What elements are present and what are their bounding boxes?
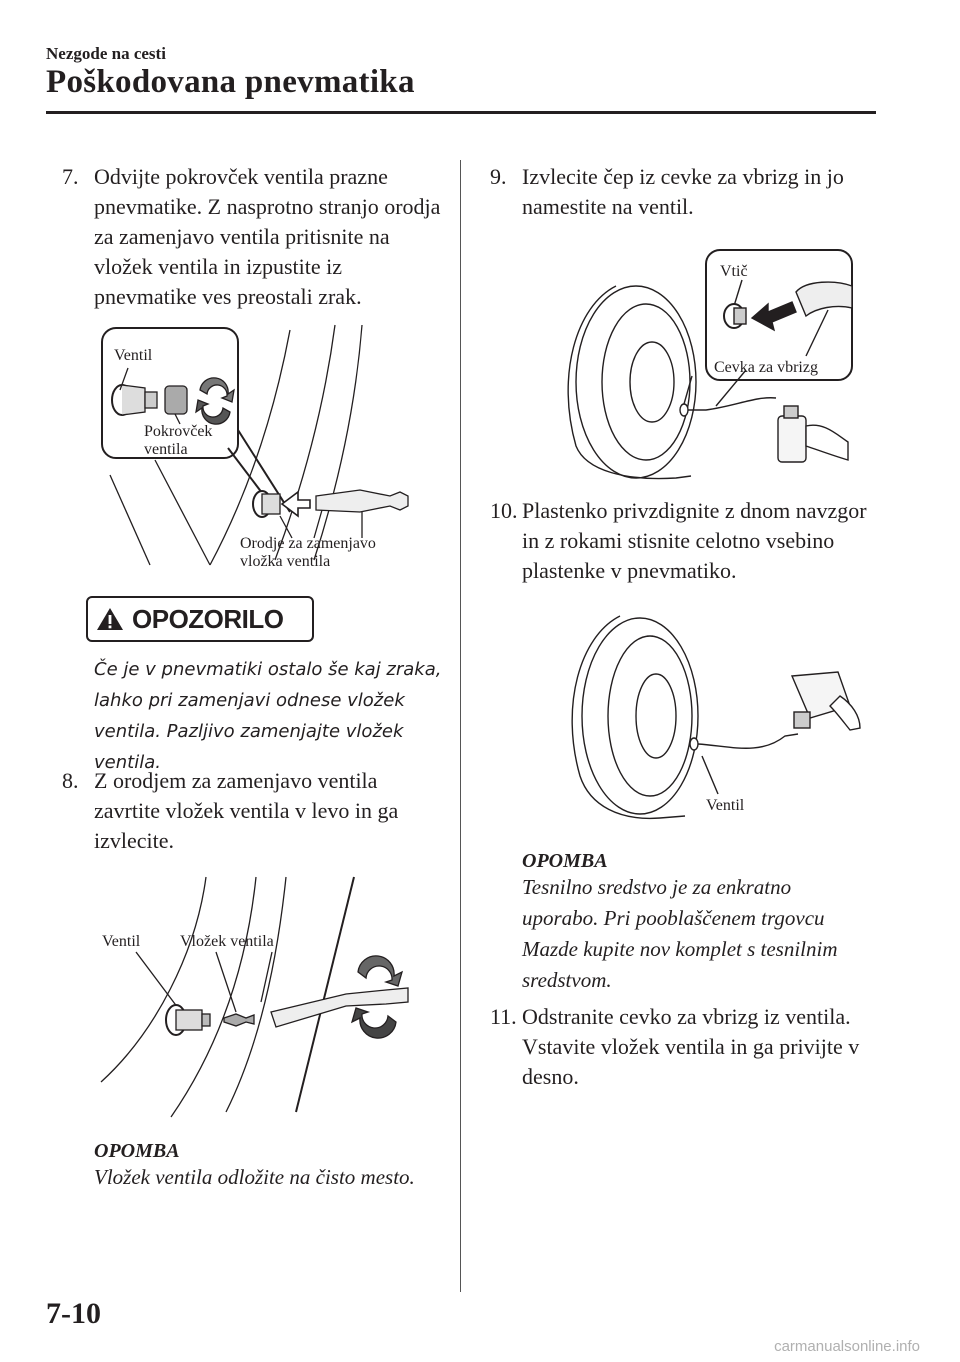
warning-line: Če je v pnevmatiki ostalo še kaj zraka, bbox=[94, 659, 442, 680]
step-line: Z orodjem za zamenjavo ventila bbox=[94, 768, 378, 793]
note-line: uporabo. Pri pooblaščenem trgovcu bbox=[522, 906, 825, 930]
step-line: in z rokami stisnite celotno vsebino bbox=[522, 528, 835, 553]
step-number: 10. bbox=[490, 498, 518, 523]
label-cap-line1: Pokrovček bbox=[144, 423, 213, 440]
column-divider bbox=[460, 160, 461, 1292]
note-line: Tesnilno sredstvo je za enkratno bbox=[522, 875, 792, 899]
figure-squeeze-bottle bbox=[560, 606, 860, 836]
step-number: 7. bbox=[62, 164, 79, 189]
step-number: 8. bbox=[62, 768, 79, 793]
watermark: carmanualsonline.info bbox=[774, 1338, 920, 1355]
note-heading: OPOMBA bbox=[94, 1140, 180, 1162]
label-cap-line2: ventila bbox=[144, 441, 188, 458]
section-label: Nezgode na cesti bbox=[46, 44, 166, 63]
step-line: namestite na ventil. bbox=[522, 194, 694, 219]
step-line: desno. bbox=[522, 1064, 579, 1089]
note-text: Vložek ventila odložite na čisto mesto. bbox=[94, 1165, 415, 1189]
page-title: Poškodovana pnevmatika bbox=[46, 64, 415, 100]
figure-valve-core bbox=[96, 872, 426, 1122]
label-ventil: Ventil bbox=[706, 797, 745, 814]
label-ventil: Ventil bbox=[114, 347, 153, 364]
label-hose: Cevka za vbrizg bbox=[714, 359, 818, 376]
warning-label: OPOZORILO bbox=[132, 604, 284, 634]
label-tool-line2: vložka ventila bbox=[240, 553, 331, 570]
step-line: vložek ventila in izpustite iz bbox=[94, 254, 343, 279]
step-number: 11. bbox=[490, 1004, 517, 1029]
label-tool-line1: Orodje za zamenjavo bbox=[240, 535, 376, 552]
note-line: sredstvom. bbox=[522, 968, 612, 992]
note-heading: OPOMBA bbox=[522, 850, 608, 872]
step-line: Vstavite vložek ventila in ga privijte v bbox=[522, 1034, 860, 1059]
step-line: za zamenjavo ventila pritisnite na bbox=[94, 224, 390, 249]
step-line: plastenke v pnevmatiko. bbox=[522, 558, 737, 583]
step-line: pnevmatike ves preostali zrak. bbox=[94, 284, 362, 309]
figure-inject-hose bbox=[556, 246, 856, 486]
warning-line: ventila. Pazljivo zamenjajte vložek bbox=[94, 721, 404, 742]
warning-box bbox=[86, 596, 314, 642]
step-line: izvlecite. bbox=[94, 828, 175, 853]
label-ventil: Ventil bbox=[102, 933, 141, 950]
figure-valve-cap bbox=[100, 320, 430, 580]
warning-icon bbox=[96, 606, 124, 632]
note-text bbox=[522, 872, 882, 996]
page-number: 7-10 bbox=[46, 1297, 101, 1330]
label-valve-core: Vložek ventila bbox=[180, 933, 274, 950]
step-line: zavrtite vložek ventila v levo in ga bbox=[94, 798, 399, 823]
warning-text bbox=[94, 654, 444, 778]
warning-line: ventila. bbox=[94, 752, 161, 773]
step-line: Odstranite cevko za vbrizg iz ventila. bbox=[522, 1004, 851, 1029]
header-rule bbox=[46, 111, 876, 114]
warning-line: lahko pri zamenjavi odnese vložek bbox=[94, 690, 405, 711]
note-line: Mazde kupite nov komplet s tesnilnim bbox=[522, 937, 838, 961]
step-line: pnevmatike. Z nasprotno stranjo orodja bbox=[94, 194, 441, 219]
step-line: Izvlecite čep iz cevke za vbrizg in jo bbox=[522, 164, 844, 189]
step-line: Plastenko privzdignite z dnom navzgor bbox=[522, 498, 867, 523]
step-number: 9. bbox=[490, 164, 507, 189]
label-plug: Vtič bbox=[720, 263, 748, 280]
step-line: Odvijte pokrovček ventila prazne bbox=[94, 164, 388, 189]
